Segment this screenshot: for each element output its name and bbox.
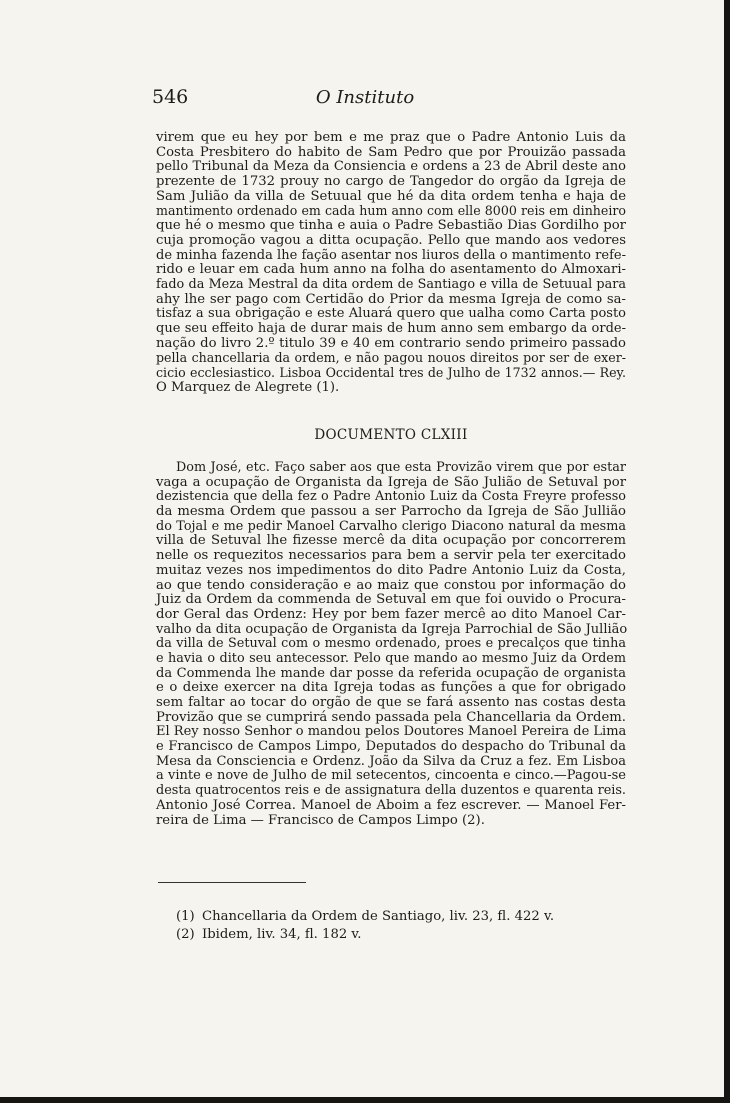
text-line: rido e leuar em cada hum anno na folha do asentamento do Almoxari- [156,262,626,278]
text-line: cuja promoção vagou a ditta ocupação. Pello que mando aos vedores [156,232,626,248]
text-line: que seu effeito haja de durar mais de hum anno sem embargo da orde- [156,320,626,336]
text-line: fado da Meza Mestral da dita ordem de Santiago e villa de Setuual para [156,276,626,292]
text-line: reira de Lima — Francisco de Campos Limpo (2). [156,812,485,828]
footnotes [176,908,596,944]
text-line: e Francisco de Campos Limpo, Deputados do despacho do Tribunal da [156,739,626,755]
running-title: O Instituto [315,87,415,108]
text-line: a vinte e nove de Julho de mil setecentos, cincoenta e cinco.—Pagou-se [156,768,626,784]
text-line: que hé o mesmo que tinha e auia o Padre Sebastião Dias Gordilho por [156,218,626,234]
text-line: da villa de Setuval com o mesmo ordenado, proes e precalços que tinha [156,636,626,652]
text-line: pella chancellaria da ordem, e não pagou nouos direitos por ser de exer- [156,350,626,366]
text-line: Costa Presbitero do habito de Sam Pedro que por Prouizão passada [156,144,626,160]
footnote-separator [158,882,306,883]
text-line: nelle os requezitos necessarios para bem a servir pela ter exercitado [156,548,626,564]
text-line: tisfaz a sua obrigação e este Aluará quero que ualha como Carta posto [156,306,626,322]
text-line: Provizão que se cumprirá sendo passada pela Chancellaria da Ordem. [156,709,626,725]
paragraph-alvara [156,131,626,395]
text-line: desta quatrocentos reis e de assignatura della duzentos e quarenta reis. [156,783,626,799]
footnote-text: Ibidem, liv. 34, fl. 182 v. [202,927,362,942]
text-line: prezente de 1732 prouy no cargo de Tangedor do orgão da Igreja de [156,174,626,190]
text-line: sem faltar ao tocar do orgão de que se fará assento nas costas desta [156,695,626,710]
text-line: Mesa da Consciencia e Ordenz. João da Silva da Cruz a fez. Em Lisboa [156,753,626,769]
text-line: pello Tribunal da Meza da Consiencia e ordens a 23 de Abril deste ano [156,159,626,175]
text-line: da mesma Ordem que passou a ser Parrocho da Igreja de São Jullião [156,504,626,520]
text-line: nação do livro 2.º titulo 39 e 40 em contrario sendo primeiro passado [156,335,626,351]
scan-edge-bottom [0,1097,730,1103]
text-line: Dom José, etc. Faço saber aos que esta Provizão virem que por estar [176,460,626,475]
text-line: Sam Julião da villa de Setuual que hé da dita ordem tenha e haja de [156,188,626,204]
text-line: O Marquez de Alegrete (1). [156,379,340,395]
paragraph-provizao [156,461,626,828]
text-line: cicio ecclesiastico. Lisboa Occidental tres de Julho de 1732 annos.— Rey. [156,365,626,380]
text-line: Antonio José Correa. Manoel de Aboim a fez escrever. — Manoel Fer- [156,797,626,813]
page-header [0,86,730,114]
text-line: do Tojal e me pedir Manoel Carvalho clerigo Diacono natural da mesma [156,518,626,534]
footnote-text: Chancellaria da Ordem de Santiago, liv. 23, fl. 422 v. [202,909,555,924]
text-line: da Commenda lhe mande dar posse da referida ocupação de organista [156,665,626,681]
text-line: dezistencia que della fez o Padre Antonio Luiz da Costa Freyre professo [156,489,626,505]
text-line: ao que tendo consideração e ao maiz que constou por informação do [156,577,626,593]
text-line: virem que eu hey por bem e me praz que o Padre Antonio Luis da [156,130,626,145]
text-line: valho da dita ocupação de Organista da Igreja Parrochial de São Jullião [156,621,628,637]
text-line: e o deixe exercer na dita Igreja todas as funções a que for obrigado [156,680,626,696]
text-line: Juiz da Ordem da commenda de Setuval em que foi ouvido o Procura- [156,592,626,608]
footnote-marker: (1) [176,909,195,924]
footnote-marker: (2) [176,927,195,942]
document-heading: DOCUMENTO CLXIII [314,427,468,443]
page-number: 546 [152,86,189,108]
text-line: vaga a ocupação de Organista da Igreja de São Julião de Setuval por [156,474,626,490]
text-line: mantimento ordenado em cada hum anno com elle 8000 reis em dinheiro [156,203,626,219]
text-line: villa de Setuval lhe fizesse mercê da dita ocupação por concorrerem [156,533,626,549]
text-line: El Rey nosso Senhor o mandou pelos Doutores Manoel Pereira de Lima [156,724,627,740]
text-line: ahy lhe ser pago com Certidão do Prior da mesma Igreja de como sa- [156,291,626,307]
text-line: muitaz vezes nos impedimentos do dito Padre Antonio Luiz da Costa, [156,562,626,578]
text-line: de minha fazenda lhe fação asentar nos liuros della o mantimento refe- [156,247,626,263]
footnote [176,926,596,944]
footnote [176,908,596,926]
scan-edge-right [724,0,730,1103]
text-line: e havia o dito seu antecessor. Pelo que mando ao mesmo Juiz da Ordem [156,650,626,666]
text-line: dor Geral das Ordenz: Hey por bem fazer mercê ao dito Manoel Car- [156,606,626,622]
